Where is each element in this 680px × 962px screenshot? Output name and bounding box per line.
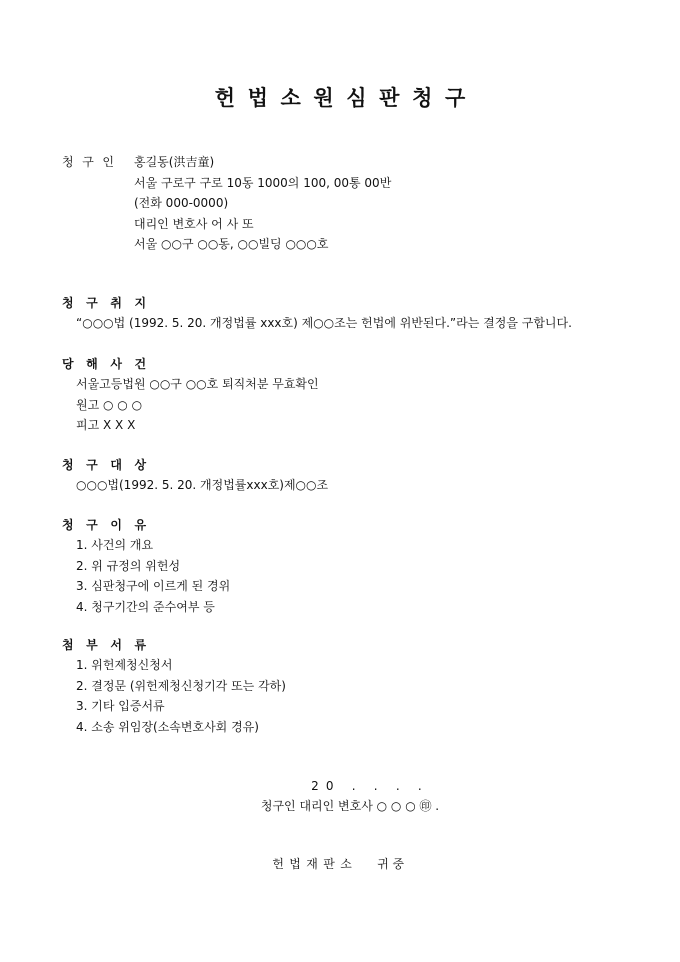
section-line: 2. 결정문 (위헌제청신청기각 또는 각하) <box>76 678 286 693</box>
section-claim-reasons <box>62 517 230 619</box>
section-line: 서울고등법원 ○○구 ○○호 퇴직처분 무효확인 <box>76 377 319 391</box>
claimant-agent-address: 서울 ○○구 ○○동, ○○빌딩 ○○○호 <box>134 237 329 251</box>
claimant-address: 서울 구로구 구로 10동 1000의 100, 00통 00반 <box>134 175 392 190</box>
section-line: 4. 청구기간의 준수여부 등 <box>76 599 215 614</box>
section-line: 4. 소송 위임장(소속변호사회 경유) <box>76 719 259 734</box>
section-line: ○○○법(1992. 5. 20. 개정법률xxx호)제○○조 <box>76 478 329 492</box>
page-title: 헌법소원심판청구 <box>214 85 478 110</box>
section-line: 피고 X X X <box>76 418 136 432</box>
court-suffix: 귀중 <box>377 857 408 871</box>
section-heading: 청 구 대 상 <box>62 458 151 472</box>
filing-date: 20 . . . . <box>311 779 429 793</box>
court-name: 헌법재판소 <box>272 857 358 871</box>
section-line: 2. 위 규정의 위헌성 <box>76 558 181 573</box>
section-line: 3. 심판청구에 이르게 된 경위 <box>76 579 231 593</box>
claimant-label: 청 구 인 <box>62 155 117 169</box>
claimant-phone: (전화 000-0000) <box>134 196 229 210</box>
signature-line: 청구인 대리인 변호사 ○ ○ ○ ㊞ . <box>260 799 440 813</box>
claimant-name: 홍길동(洪吉童) <box>134 155 215 169</box>
claimant-agent: 대리인 변호사 어 사 또 <box>134 216 254 231</box>
claimant-details <box>134 154 391 257</box>
addressee-line <box>0 856 680 872</box>
section-line: 3. 기타 입증서류 <box>76 699 165 713</box>
section-claim-purpose <box>62 295 572 336</box>
section-underlying-case <box>62 356 319 438</box>
section-line: “○○○법 (1992. 5. 20. 개정법률 xxx호) 제○○조는 헌법에 위반된다.”라는 결정을 구합니다. <box>76 316 572 330</box>
section-line: 1. 위헌제청신청서 <box>76 658 173 672</box>
section-heading: 청 구 이 유 <box>62 518 151 532</box>
section-heading: 당 해 사 건 <box>62 357 151 371</box>
section-claim-target <box>62 457 328 498</box>
section-attachments <box>62 637 286 739</box>
section-line: 원고 ○ ○ ○ <box>76 397 143 412</box>
section-heading: 첨 부 서 류 <box>62 638 151 652</box>
section-line: 1. 사건의 개요 <box>76 538 154 552</box>
section-heading: 청 구 취 지 <box>62 296 151 310</box>
